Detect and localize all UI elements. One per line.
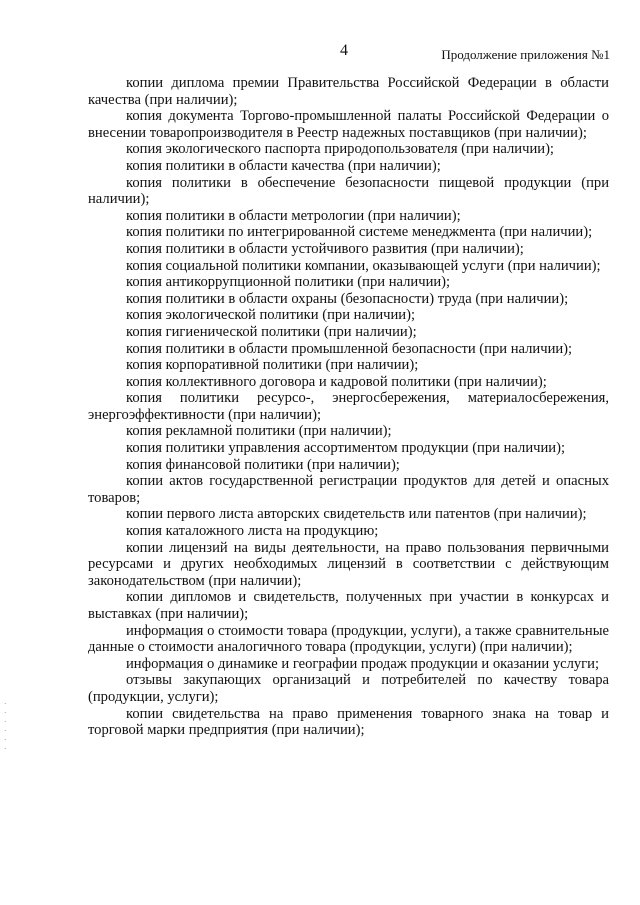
- list-item: информация о динамике и географии продаж продукции и оказании услуги;: [126, 655, 600, 672]
- scan-margin-marks: · · · · · ·: [4, 700, 7, 753]
- list-item: копия каталожного листа на продукцию;: [126, 523, 379, 540]
- list-item: копия политики в области охраны (безопасности) труда (при наличии);: [126, 290, 569, 307]
- list-item: отзывы закупающих организаций и потребителей по качеству товара (продукции, услуги);: [88, 672, 609, 705]
- list-item: копия экологического паспорта природопользователя (при наличии);: [126, 141, 554, 158]
- page-number: 4: [340, 42, 348, 59]
- list-item: копия экологической политики (при наличии);: [126, 307, 416, 324]
- list-item: копии свидетельства на право применения товарного знака на товар и торговой марки предприятия (при наличии);: [88, 705, 609, 739]
- list-item: копии диплома премии Правительства Российской Федерации в области качества (при наличии);: [88, 75, 609, 108]
- list-item: копия финансовой политики (при наличии);: [126, 456, 400, 473]
- list-item: копия политики в обеспечение безопасности пищевой продукции (при наличии);: [88, 174, 609, 208]
- list-item: копия политики в области качества (при наличии);: [126, 157, 441, 174]
- list-item: копия политики по интегрированной системе менеджмента (при наличии);: [126, 224, 593, 241]
- list-item: копия социальной политики компании, оказывающей услуги (при наличии);: [126, 257, 601, 274]
- list-item: копия политики управления ассортиментом продукции (при наличии);: [126, 440, 566, 457]
- list-item: копия гигиенической политики (при наличии);: [126, 323, 417, 340]
- list-item: копия рекламной политики (при наличии);: [126, 423, 392, 440]
- continuation-label: Продолжение приложения №1: [441, 47, 610, 62]
- list-item: копия политики ресурсо-, энергосбережения, материалосбережения, энергоэффективности (при наличии);: [88, 390, 609, 423]
- list-item: копии лицензий на виды деятельности, на право пользования первичными ресурсами и других необходимых лицензий в соответствии с действующим законодательством (при наличии);: [88, 539, 609, 589]
- list-item: копии первого листа авторских свидетельств или патентов (при наличии);: [126, 506, 587, 523]
- list-item: копия антикоррупционной политики (при наличии);: [126, 274, 451, 291]
- list-item: информация о стоимости товара (продукции, услуги), а также сравнительные данные о стоимости аналогичного товара (продукции, услуги) (при наличии);: [88, 622, 609, 656]
- list-item: копия документа Торгово-промышленной палаты Российской Федерации о внесении товаропроизводителя в Реестр надежных поставщиков (при наличии);: [88, 108, 609, 141]
- list-item: копия политики в области промышленной безопасности (при наличии);: [126, 340, 573, 357]
- list-item: копия политики в области метрологии (при наличии);: [126, 207, 461, 224]
- list-item: копии актов государственной регистрации продуктов для детей и опасных товаров;: [88, 473, 609, 506]
- document-body: [88, 75, 609, 739]
- list-item: копии дипломов и свидетельств, полученных при участии в конкурсах и выставках (при наличии);: [88, 589, 609, 622]
- list-item: копия коллективного договора и кадровой политики (при наличии);: [126, 373, 547, 390]
- list-item: копия политики в области устойчивого развития (при наличии);: [126, 240, 524, 257]
- list-item: копия корпоративной политики (при наличии);: [126, 357, 419, 374]
